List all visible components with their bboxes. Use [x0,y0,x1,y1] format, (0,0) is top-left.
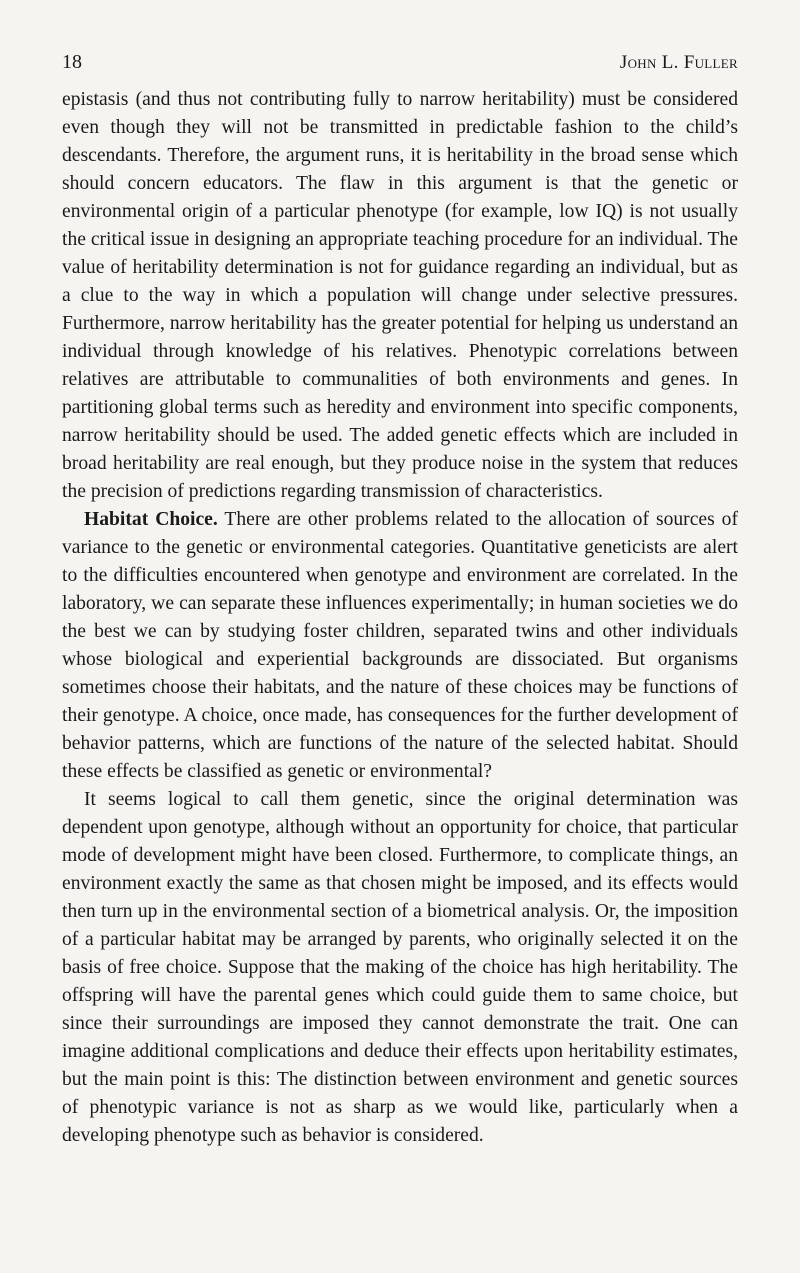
page-number: 18 [62,51,82,73]
paragraph-habitat-choice [62,506,738,786]
paragraph-continuation: epistasis (and thus not contributing fully to narrow heritability) must be considered even though they will not be transmitted in predictable fashion to the child’s descendants. Therefore, the argument runs, it is heritability in the broad sense which should concern educators. The flaw in this argument is that the genetic or environmental origin of a particular phenotype (for example, low IQ) is not usually the critical issue in designing an appropriate teaching procedure for an individual. The value of heritability determination is not for guidance regarding an individual, but as a clue to the way in which a population will change under selective pressures. Furthermore, narrow heritability has the greater potential for helping us understand an individual through knowledge of his relatives. Phenotypic correlations between relatives are attributable to communalities of both environments and genes. In partitioning global terms such as heredity and environment into specific components, narrow heritability should be used. The added genetic effects which are included in broad heritability are real enough, but they produce noise in the system that reduces the precision of predictions regarding transmission of characteristics. [62,89,738,502]
body-text [62,86,738,1150]
book-page [62,50,738,1150]
section-heading-habitat-choice: Habitat Choice. [84,509,218,530]
running-head [62,50,738,75]
paragraph-habitat-choice-body: There are other problems related to the allocation of sources of variance to the genetic or environmental categories. Quantitative geneticists are alert to the difficulties encountered when genotype and environment are correlated. In the laboratory, we can separate these influences experimentally; in human societies we do the best we can by studying foster children, separated twins and other individuals whose biological and experiential backgrounds are dissociated. But organisms sometimes choose their habitats, and the nature of these choices may be functions of their genotype. A choice, once made, has consequences for the further development of behavior patterns, which are functions of the nature of the selected habitat. Should these effects be classified as genetic or environmental? [62,509,739,782]
paragraph-genetic-logic: It seems logical to call them genetic, since the original determination was dependent upon genotype, although without an opportunity for choice, that particular mode of development might have been closed. Furthermore, to complicate things, an environment exactly the same as that chosen might be imposed, and its effects would then turn up in the environmental section of a biometrical analysis. Or, the imposition of a particular habitat may be arranged by parents, who originally selected it on the basis of free choice. Suppose that the making of the choice has high heritability. The offspring will have the parental genes which could guide them to same choice, but since their surroundings are imposed they cannot demonstrate the trait. One can imagine additional complications and deduce their effects upon heritability estimates, but the main point is this: The distinction between environment and genetic sources of phenotypic variance is not as sharp as we would like, particularly when a developing phenotype such as behavior is considered. [62,789,738,1146]
running-head-author: John L. Fuller [619,52,738,73]
